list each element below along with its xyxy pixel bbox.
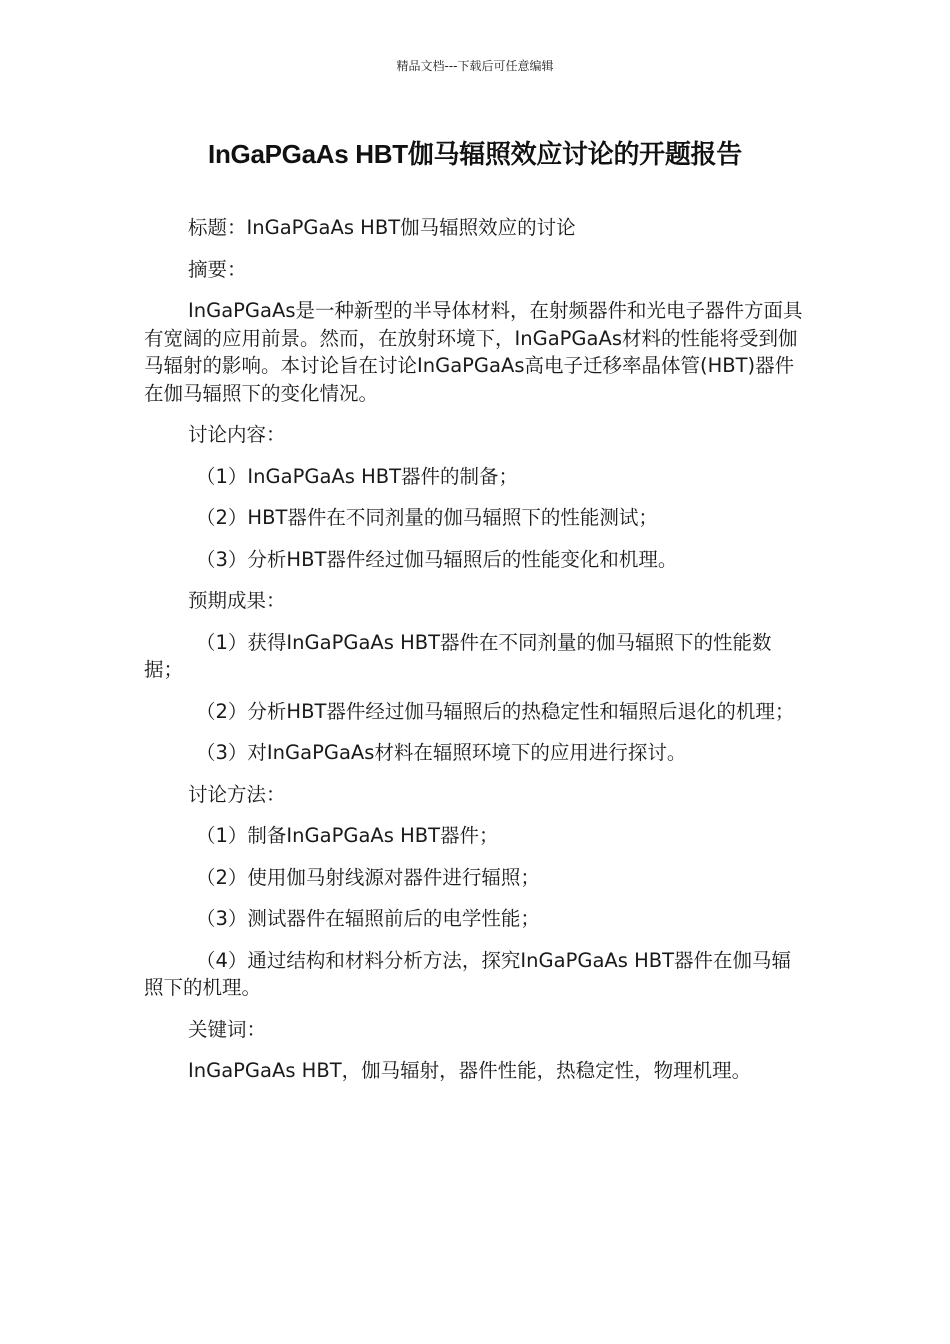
results-heading: 预期成果： bbox=[188, 589, 286, 612]
results-item: （3）对InGaPGaAs材料在辐照环境下的应用进行探讨。 bbox=[196, 741, 687, 764]
page-header-note: 精品文档---下载后可任意编辑 bbox=[396, 59, 554, 73]
methods-item: （1）制备InGaPGaAs HBT器件； bbox=[196, 824, 499, 847]
methods-heading: 讨论方法： bbox=[188, 782, 286, 806]
document-title: InGaPGaAs HBT伽马辐照效应讨论的开题报告 bbox=[208, 139, 742, 169]
abstract-heading: 摘要： bbox=[188, 257, 247, 281]
methods-item: （3）测试器件在辐照前后的电学性能； bbox=[196, 907, 540, 930]
content-heading: 讨论内容： bbox=[188, 423, 286, 446]
content-item: （1）InGaPGaAs HBT器件的制备； bbox=[196, 464, 519, 488]
results-item: （1）获得InGaPGaAs HBT器件在不同剂量的伽马辐照下的性能数据； bbox=[144, 630, 772, 681]
results-item: （2）分析HBT器件经过伽马辐照后的热稳定性和辐照后退化的机理； bbox=[196, 699, 795, 723]
keywords-heading: 关键词： bbox=[188, 1017, 267, 1041]
content-item: （2）HBT器件在不同剂量的伽马辐照下的性能测试； bbox=[196, 506, 658, 529]
content-item: （3）分析HBT器件经过伽马辐照后的性能变化和机理。 bbox=[196, 547, 678, 571]
document-body bbox=[144, 214, 808, 1099]
abstract-paragraph: InGaPGaAs是一种新型的半导体材料，在射频器件和光电子器件方面具有宽阔的应用前景。然而，在放射环境下，InGaPGaAs材料的性能将受到伽马辐射的影响。本讨论旨在讨论InGaPGaAs高电子迁移率晶体管(HBT)器件在伽马辐照下的变化情况。 bbox=[144, 299, 803, 405]
methods-item: （4）通过结构和材料分析方法，探究InGaPGaAs HBT器件在伽马辐照下的机理。 bbox=[144, 948, 792, 999]
methods-item: （2）使用伽马射线源对器件进行辐照； bbox=[196, 865, 540, 889]
keywords-text: InGaPGaAs HBT，伽马辐射，器件性能，热稳定性，物理机理。 bbox=[188, 1059, 752, 1082]
topic-line: 标题：InGaPGaAs HBT伽马辐照效应的讨论 bbox=[188, 216, 576, 239]
